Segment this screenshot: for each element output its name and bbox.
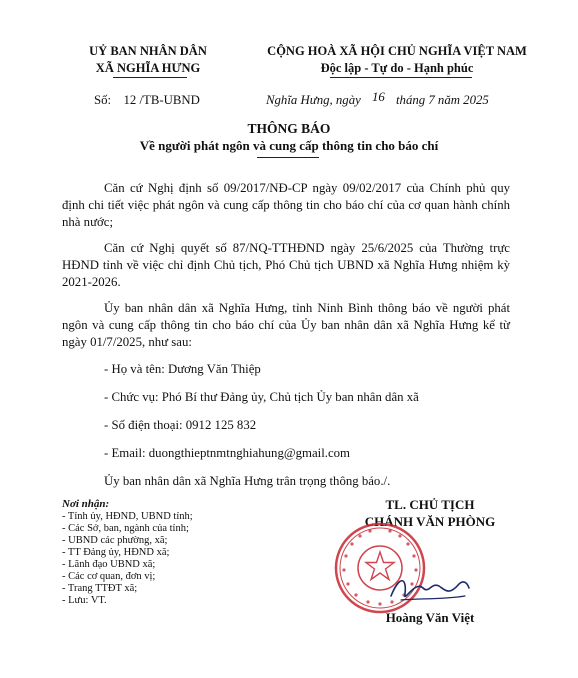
recipient-item: - Các cơ quan, đơn vị; (62, 571, 156, 582)
document-number: Số: 12 /TB-UBND (94, 93, 200, 107)
recipients-heading: Nơi nhận: (62, 498, 110, 510)
document-subtitle: Về người phát ngôn và cung cấp thông tin cho báo chí (139, 138, 439, 153)
recipients-block (62, 498, 193, 607)
handwritten-signature-icon (385, 570, 475, 608)
detail-phone: - Số điện thoại: 0912 125 832 (104, 418, 257, 432)
org-line2: XÃ NGHĨA HƯNG (95, 61, 201, 75)
nation-line2: Độc lập - Tự do - Hạnh phúc (320, 61, 474, 75)
document-title: THÔNG BÁO (247, 121, 331, 136)
paragraph-3: Ủy ban nhân dân xã Nghĩa Hưng, tỉnh Ninh Bình thông báo về người phát ngôn và cung cấp thông tin cho báo chí của Ủy ban nhân dân xã Nghĩa Hưng kể từ ngày 01/7/2025, như sau: (62, 301, 510, 349)
recipient-item: - Lãnh đạo UBND xã; (62, 559, 156, 570)
paragraph-2: Căn cứ Nghị quyết số 87/NQ-TTHĐND ngày 25/6/2025 của Thường trực HĐND tỉnh về việc chỉ định Chủ tịch, Phó Chủ tịch UBND xã Nghĩa Hưng nhiệm kỳ 2021-2026. (62, 241, 510, 289)
issuing-org (58, 43, 238, 77)
recipient-item: - Lưu: VT. (62, 595, 107, 606)
recipient-item: - UBND các phường, xã; (62, 535, 168, 546)
recipient-item: - TT Đảng ủy, HĐND xã; (62, 547, 170, 558)
motto-underline (330, 77, 472, 78)
paragraph-1: Căn cứ Nghị định số 09/2017/NĐ-CP ngày 09/02/2017 của Chính phủ quy định chi tiết việc phát ngôn và cung cấp thông tin cho báo chí của cơ quan hành chính nhà nước; (62, 181, 510, 229)
detail-email[interactable]: - Email: duongthieptnmtnghiahung@gmail.com (104, 446, 351, 460)
place-and-date: Nghĩa Hưng, ngày 16 tháng 7 năm 2025 (266, 90, 489, 107)
recipient-item: - Các Sở, ban, ngành của tỉnh; (62, 523, 189, 534)
date-day: 16 (371, 90, 385, 104)
detail-name: - Họ và tên: Dương Văn Thiệp (104, 362, 261, 376)
signer-name: Hoàng Văn Việt (385, 610, 475, 625)
org-line1: UỶ BAN NHÂN DÂN (89, 44, 207, 58)
closing-statement: Ủy ban nhân dân xã Nghĩa Hưng trân trọng thông báo./. (104, 474, 391, 488)
recipient-item: - Trang TTĐT xã; (62, 583, 138, 594)
detail-position: - Chức vụ: Phó Bí thư Đảng ủy, Chủ tịch Ủy ban nhân dân xã (104, 390, 419, 404)
signature-line2: CHÁNH VĂN PHÒNG (364, 514, 496, 529)
national-heading (232, 43, 562, 77)
recipient-item: - Tỉnh ủy, HĐND, UBND tỉnh; (62, 511, 193, 522)
nation-line1: CỘNG HOÀ XÃ HỘI CHỦ NGHĨA VIỆT NAM (267, 44, 527, 58)
title-underline (257, 157, 319, 158)
org-underline (113, 77, 187, 78)
signature-line1: TL. CHỦ TỊCH (385, 497, 475, 512)
